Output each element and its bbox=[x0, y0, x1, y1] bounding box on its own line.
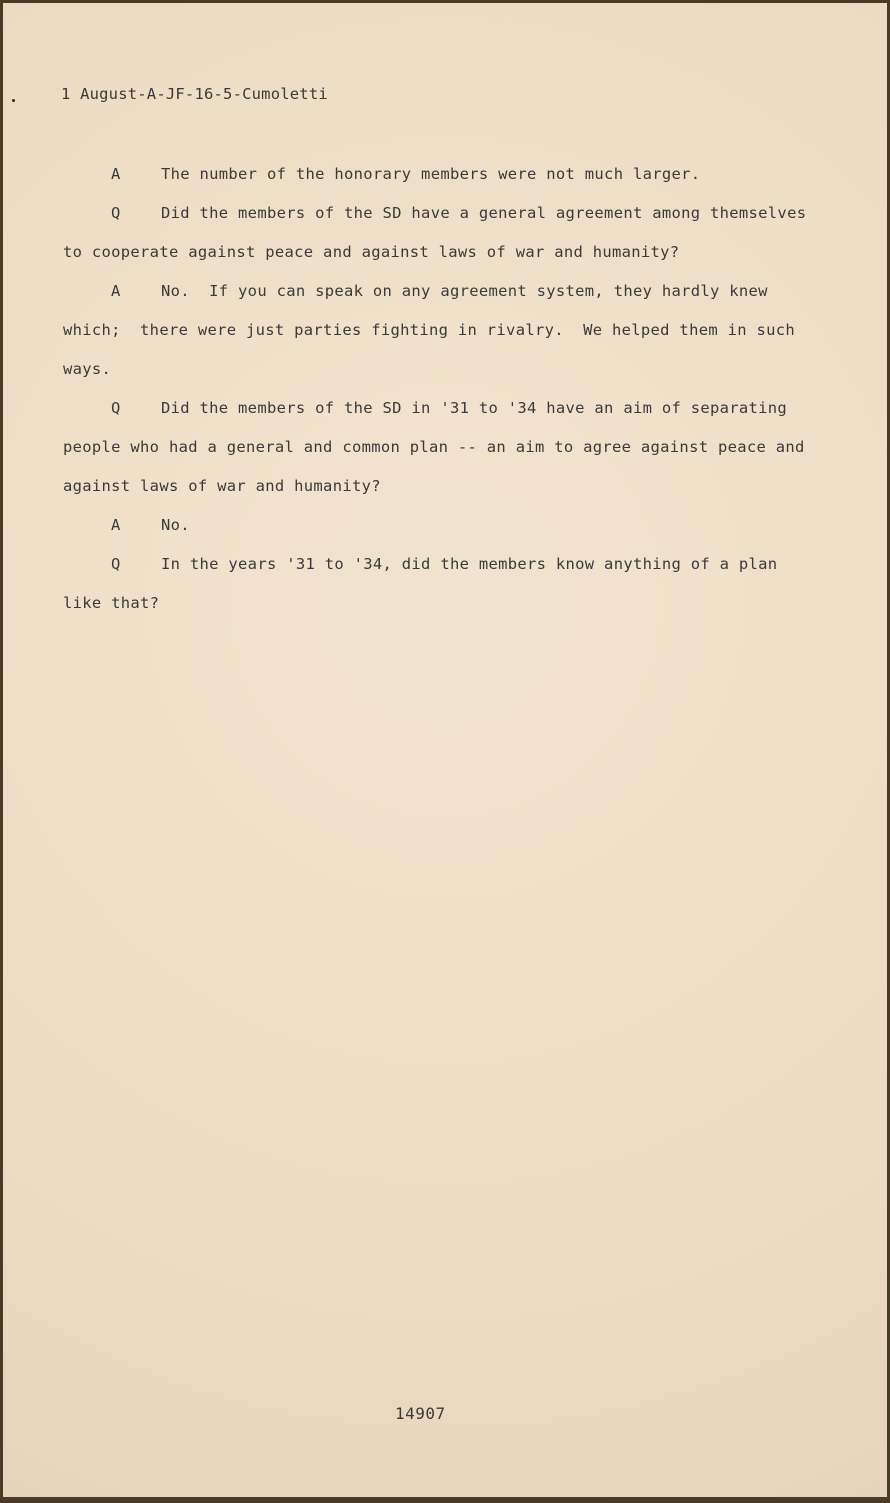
transcript-line: against laws of war and humanity? bbox=[63, 477, 381, 495]
transcript-line: The number of the honorary members were not much larger. bbox=[161, 165, 701, 183]
transcript-line: Did the members of the SD have a general agreement among themselves bbox=[161, 204, 807, 222]
page-number: 14907 bbox=[395, 1404, 446, 1423]
speaker-label: Q bbox=[111, 555, 121, 573]
document-header: 1 August-A-JF-16-5-Cumoletti bbox=[61, 85, 328, 103]
speaker-label: A bbox=[111, 282, 121, 300]
transcript-line: people who had a general and common plan -- an aim to agree against peace and bbox=[63, 438, 805, 456]
transcript-line: ways. bbox=[63, 360, 112, 378]
transcript-line: No. If you can speak on any agreement system, they hardly knew bbox=[161, 282, 768, 300]
speaker-label: Q bbox=[111, 204, 121, 222]
document-page bbox=[3, 3, 887, 1497]
speaker-label: A bbox=[111, 516, 121, 534]
margin-mark bbox=[12, 99, 15, 102]
transcript-line: like that? bbox=[63, 594, 160, 612]
transcript-line: In the years '31 to '34, did the members know anything of a plan bbox=[161, 555, 778, 573]
transcript-line: which; there were just parties fighting in rivalry. We helped them in such bbox=[63, 321, 796, 339]
transcript-line: to cooperate against peace and against laws of war and humanity? bbox=[63, 243, 680, 261]
transcript-line: No. bbox=[161, 516, 190, 534]
speaker-label: A bbox=[111, 165, 121, 183]
speaker-label: Q bbox=[111, 399, 121, 417]
transcript-line: Did the members of the SD in '31 to '34 have an aim of separating bbox=[161, 399, 788, 417]
